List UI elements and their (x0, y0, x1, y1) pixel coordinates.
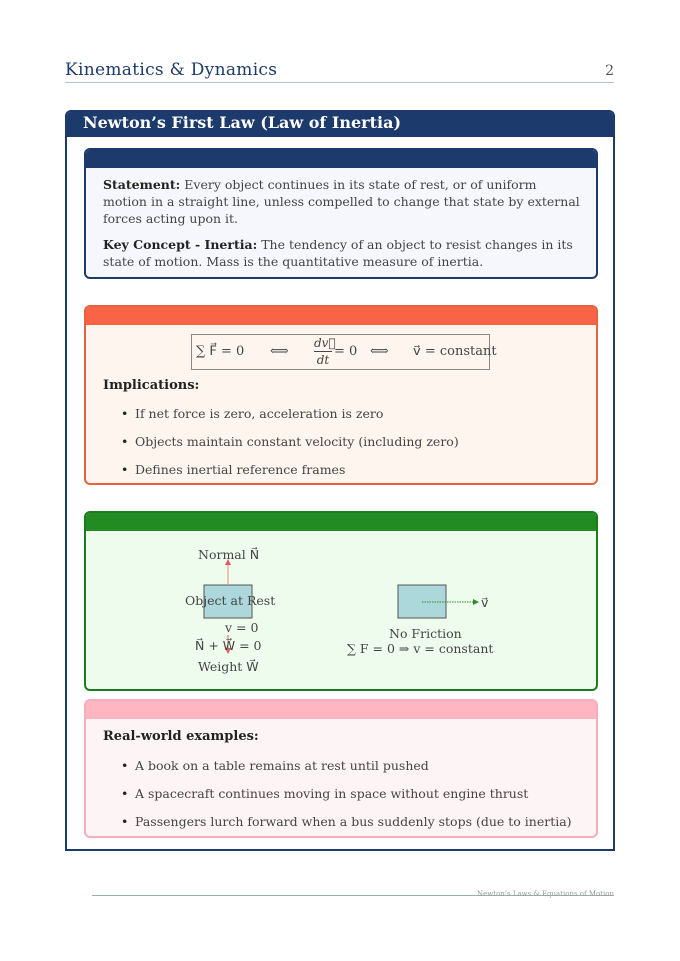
statement-text: Every object continues in its state of rest, or of uniform motion in a straight line, unless compelled to change that state by external forces acting upon it. (103, 177, 580, 226)
examples-list (121, 758, 572, 838)
examples-box-header (86, 701, 596, 719)
footer-text: Newton’s Laws & Equations of Motion (477, 890, 614, 898)
zero-velocity-label: v = 0 (225, 620, 259, 635)
force-diagram (86, 513, 596, 689)
examples-box (84, 699, 598, 838)
force-balance-label: N⃗ + W⃗ = 0 (195, 638, 262, 653)
statement-paragraph (103, 176, 580, 227)
page-number: 2 (605, 63, 614, 79)
inertia-paragraph (103, 236, 580, 270)
statement-label: Statement: (103, 177, 181, 192)
running-header-title: Kinematics & Dynamics (65, 60, 278, 80)
iff-symbol-1: ⟺ (270, 344, 289, 359)
weight-label: Weight W⃗ (198, 659, 259, 674)
fraction-denominator: dt (316, 353, 330, 367)
implications-heading: Implications: (103, 378, 200, 393)
list-item: • Passengers lurch forward when a bus suddenly stops (due to inertia) (121, 814, 572, 838)
section-frame (65, 110, 615, 851)
inertia-text: The tendency of an object to resist changes in its state of motion. Mass is the quantitative measure of inertia. (103, 237, 573, 269)
list-item: • A book on a table remains at rest until pushed (121, 758, 572, 786)
derivative-equals-zero: = 0 (334, 344, 358, 359)
normal-force-label: Normal N⃗ (198, 547, 260, 562)
no-friction-label: No Friction (389, 626, 462, 641)
equation-box (84, 305, 598, 485)
statement-box-header (86, 150, 596, 168)
list-item: • Objects maintain constant velocity (including zero) (121, 434, 459, 462)
list-item: • A spacecraft continues moving in space without engine thrust (121, 786, 572, 814)
inertia-label: Key Concept - Inertia: (103, 237, 258, 252)
list-item: • Defines inertial reference frames (121, 462, 459, 485)
list-item: • If net force is zero, acceleration is zero (121, 406, 459, 434)
sum-force-term: ∑ F⃗ = 0 (196, 344, 245, 359)
acceleration-fraction (314, 336, 336, 367)
velocity-label: v⃗ (481, 595, 489, 610)
iff-symbol-2: ⟺ (370, 344, 389, 359)
diagram-box (84, 511, 598, 691)
statement-box (84, 148, 598, 279)
header-rule (65, 82, 614, 83)
equation-box-header (86, 307, 596, 325)
fraction-bar (314, 351, 332, 352)
first-law-equation (191, 334, 497, 370)
examples-heading: Real-world examples: (103, 729, 259, 744)
constant-velocity-term: v⃗ = constant (413, 344, 497, 359)
section-title: Newton’s First Law (Law of Inertia) (67, 112, 613, 137)
net-force-result-label: ∑ F = 0 ⇒ v = constant (347, 641, 494, 656)
implications-list (121, 406, 459, 485)
object-at-rest-label: Object at Rest (185, 593, 276, 608)
fraction-numerator: dv⃗ (314, 336, 336, 350)
